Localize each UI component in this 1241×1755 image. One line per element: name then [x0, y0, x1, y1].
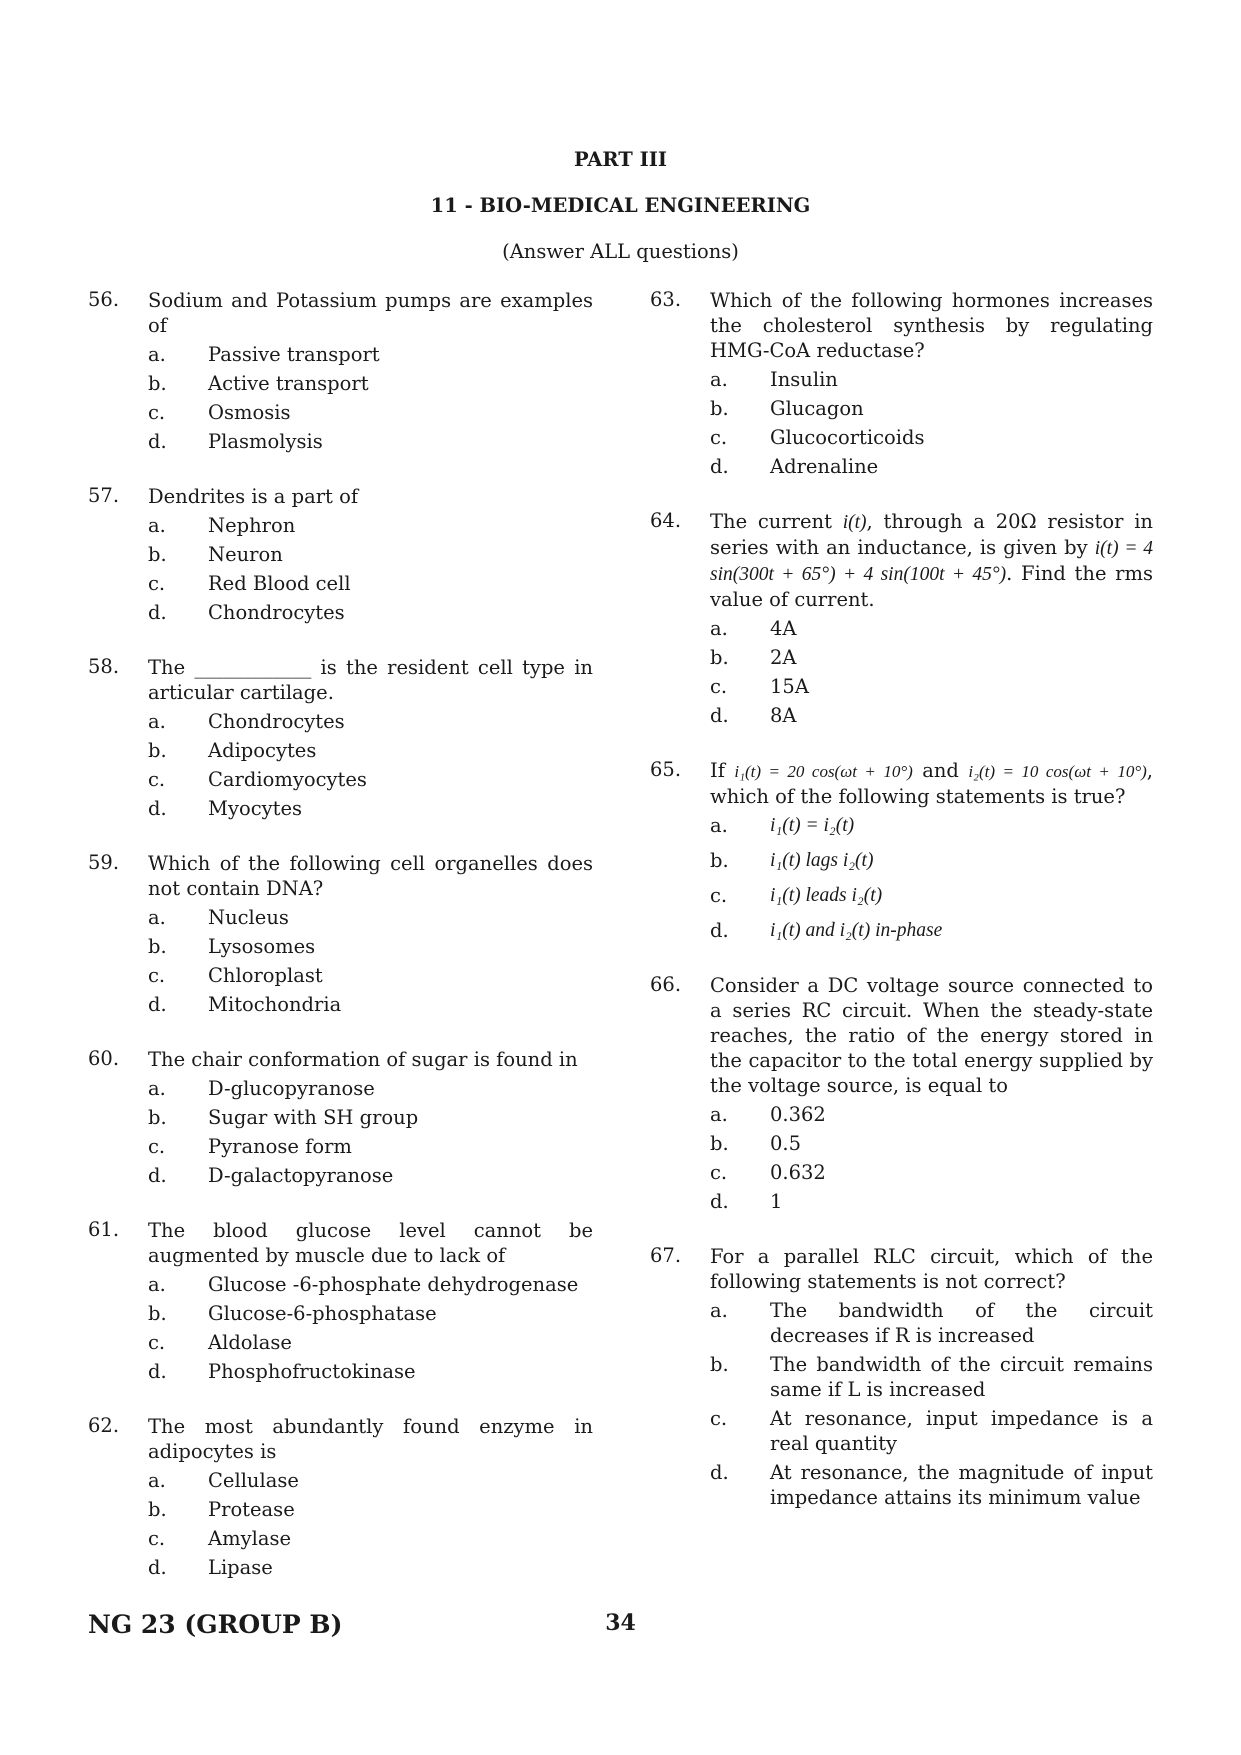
option-letter: c. [710, 1407, 728, 1430]
option-letter: a. [148, 710, 166, 733]
question-number: 67. [650, 1244, 682, 1267]
question-number: 62. [88, 1414, 120, 1437]
option-d[interactable] [710, 1460, 1153, 1510]
question-number: 60. [88, 1047, 120, 1070]
option-text: Aldolase [208, 1331, 292, 1354]
option-text: Myocytes [208, 797, 303, 820]
question-64 [650, 509, 1153, 728]
option-letter: b. [710, 849, 729, 872]
option-d[interactable] [148, 600, 593, 625]
option-d[interactable] [710, 454, 1153, 479]
option-text: Neuron [208, 543, 283, 566]
option-d[interactable] [710, 703, 1153, 728]
option-a[interactable] [148, 709, 593, 734]
question-number: 64. [650, 509, 682, 532]
option-c[interactable] [148, 1330, 593, 1355]
option-b[interactable] [710, 848, 1153, 873]
question-text: Sodium and Potassium pumps are examples of [148, 289, 593, 337]
option-c[interactable] [710, 1406, 1153, 1456]
option-letter: a. [148, 343, 166, 366]
option-text: Chondrocytes [208, 601, 345, 624]
option-a[interactable] [710, 616, 1153, 641]
option-text: Phosphofructokinase [208, 1360, 416, 1383]
option-d[interactable] [148, 429, 593, 454]
option-text: The bandwidth of the circuit decreases if R is increased [770, 1299, 1153, 1347]
instruction-text: (Answer ALL questions) [502, 240, 739, 263]
option-text: Mitochondria [208, 993, 342, 1016]
option-text: Red Blood cell [208, 572, 351, 595]
question-number: 59. [88, 851, 120, 874]
question-number: 56. [88, 288, 120, 311]
option-text: i₁(t) leads i₂(t) [770, 885, 883, 906]
option-c[interactable] [710, 883, 1153, 908]
option-letter: c. [148, 401, 166, 424]
option-text: Protease [208, 1498, 295, 1521]
question-62 [88, 1414, 593, 1580]
option-letter: b. [148, 935, 167, 958]
option-text: 8A [770, 704, 797, 727]
option-b[interactable] [148, 542, 593, 567]
exam-code: NG 23 (GROUP B) [88, 1610, 343, 1639]
option-d[interactable] [148, 1163, 593, 1188]
option-text: Glucagon [770, 397, 864, 420]
option-letter: a. [148, 1077, 166, 1100]
option-b[interactable] [148, 1301, 593, 1326]
option-c[interactable] [710, 674, 1153, 699]
option-d[interactable] [148, 1359, 593, 1384]
option-letter: d. [148, 797, 167, 820]
option-text: 15A [770, 675, 809, 698]
option-letter: c. [148, 768, 166, 791]
page-number: 34 [605, 1610, 636, 1636]
question-text: The blood glucose level cannot be augmented by muscle due to lack of [148, 1219, 593, 1267]
option-d[interactable] [148, 992, 593, 1017]
option-a[interactable] [710, 367, 1153, 392]
question-text: Which of the following hormones increases the cholesterol synthesis by regulating HMG-CoA reductase? [710, 289, 1153, 362]
option-letter: c. [148, 964, 166, 987]
option-text: At resonance, input impedance is a real quantity [770, 1407, 1153, 1455]
option-text: Sugar with SH group [208, 1106, 419, 1129]
option-letter: b. [710, 1353, 729, 1376]
option-letter: c. [710, 1161, 728, 1184]
subject-heading: 11 - BIO-MEDICAL ENGINEERING [430, 194, 811, 217]
option-text: Adrenaline [770, 455, 879, 478]
option-letter: b. [710, 646, 729, 669]
option-letter: c. [148, 1331, 166, 1354]
option-letter: d. [710, 919, 729, 942]
option-c[interactable] [710, 425, 1153, 450]
option-a[interactable] [148, 1076, 593, 1101]
option-letter: c. [148, 572, 166, 595]
question-text: Consider a DC voltage source connected to a series RC circuit. When the steady-state reaches, the ratio of the energy stored in the capacitor to the total energy supplied by the voltage source, is equal to [710, 974, 1153, 1097]
text-part: If [710, 759, 725, 782]
option-c[interactable] [148, 767, 593, 792]
option-letter: c. [148, 1135, 166, 1158]
question-number: 58. [88, 655, 120, 678]
option-text: At resonance, the magnitude of input impedance attains its minimum value [770, 1461, 1153, 1509]
option-a[interactable] [710, 1102, 1153, 1127]
option-text: Lipase [208, 1556, 273, 1579]
option-text: Glucose-6-phosphatase [208, 1302, 437, 1325]
option-letter: d. [148, 1556, 167, 1579]
option-letter: b. [148, 1498, 167, 1521]
option-c[interactable] [710, 1160, 1153, 1185]
option-c[interactable] [148, 400, 593, 425]
options-64 [710, 616, 1153, 728]
option-letter: b. [710, 397, 729, 420]
option-letter: b. [148, 739, 167, 762]
option-text: Passive transport [208, 343, 380, 366]
question-56 [88, 288, 593, 454]
option-a[interactable] [710, 1298, 1153, 1348]
options-list [148, 709, 593, 821]
option-text: Pyranose form [208, 1135, 352, 1158]
options-66 [710, 1102, 1153, 1214]
option-letter: d. [710, 455, 729, 478]
option-letter: d. [148, 1360, 167, 1383]
option-text: Osmosis [208, 401, 291, 424]
current-equation: i(t) = 4 sin(300t + 65°) + 4 sin(100t + 45°) [710, 538, 1154, 585]
options-list [148, 1272, 593, 1384]
option-d[interactable] [148, 796, 593, 821]
question-61 [88, 1218, 593, 1384]
question-text: Which of the following cell organelles does not contain DNA? [148, 852, 593, 900]
question-text: The ____________ is the resident cell type in articular cartilage. [148, 656, 593, 704]
option-b[interactable] [148, 1497, 593, 1522]
option-letter: d. [710, 704, 729, 727]
option-b[interactable] [710, 1352, 1153, 1402]
option-letter: d. [148, 993, 167, 1016]
option-b[interactable] [148, 1105, 593, 1130]
option-text: Glucocorticoids [770, 426, 925, 449]
question-60 [88, 1047, 593, 1188]
question-text [710, 509, 1153, 612]
text-part: , which of the following statements is true? [710, 759, 1153, 808]
option-d[interactable] [148, 1555, 593, 1580]
option-a[interactable] [710, 813, 1153, 838]
option-text: 4A [770, 617, 797, 640]
option-letter: b. [148, 372, 167, 395]
option-d[interactable] [710, 918, 1153, 943]
text-part: and [922, 759, 959, 782]
question-text: The most abundantly found enzyme in adipocytes is [148, 1415, 593, 1463]
part-heading: PART III [574, 148, 667, 171]
option-b[interactable] [710, 396, 1153, 421]
option-letter: a. [710, 617, 728, 640]
option-text: 0.5 [770, 1132, 802, 1155]
option-a[interactable] [148, 905, 593, 930]
question-number: 57. [88, 484, 120, 507]
option-letter: a. [710, 1103, 728, 1126]
option-b[interactable] [148, 934, 593, 959]
text-part: The current [710, 510, 832, 533]
question-57 [88, 484, 593, 625]
question-text: Dendrites is a part of [148, 485, 359, 508]
option-letter: a. [148, 906, 166, 929]
option-letter: a. [148, 514, 166, 537]
question-65 [650, 758, 1153, 943]
option-text: Cardiomyocytes [208, 768, 367, 791]
option-b[interactable] [148, 371, 593, 396]
option-text: 1 [770, 1190, 783, 1213]
option-text: Amylase [208, 1527, 291, 1550]
question-text [710, 758, 1153, 809]
question-number: 66. [650, 973, 682, 996]
question-59 [88, 851, 593, 1017]
option-c[interactable] [148, 1134, 593, 1159]
option-text: D-galactopyranose [208, 1164, 394, 1187]
option-text: 2A [770, 646, 797, 669]
option-letter: a. [710, 368, 728, 391]
option-text: Nucleus [208, 906, 289, 929]
option-text: Chondrocytes [208, 710, 345, 733]
option-c[interactable] [148, 1526, 593, 1551]
option-text: Lysosomes [208, 935, 316, 958]
question-67 [650, 1244, 1153, 1510]
options-list [148, 342, 593, 454]
right-column [650, 288, 1153, 1540]
question-number: 61. [88, 1218, 120, 1241]
question-63 [650, 288, 1153, 479]
option-letter: a. [148, 1273, 166, 1296]
option-text: i₁(t) and i₂(t) in-phase [770, 920, 943, 941]
option-c[interactable] [148, 571, 593, 596]
option-letter: d. [148, 601, 167, 624]
text-part: , through a 20Ω resistor in series with an inductance, is given by [710, 510, 1153, 559]
equation-i2: i₂(t) = 10 cos(ωt + 10°) [968, 762, 1147, 781]
question-number: 65. [650, 758, 682, 781]
equation-i1: i₁(t) = 20 cos(ωt + 10°) [734, 762, 913, 781]
options-65 [710, 813, 1153, 943]
option-text: i₁(t) lags i₂(t) [770, 850, 874, 871]
option-letter: b. [148, 1302, 167, 1325]
question-text: The chair conformation of sugar is found in [148, 1048, 578, 1071]
option-b[interactable] [710, 645, 1153, 670]
question-66 [650, 973, 1153, 1214]
option-letter: a. [710, 1299, 728, 1322]
option-text: 0.362 [770, 1103, 826, 1126]
option-text: Active transport [208, 372, 369, 395]
option-letter: d. [710, 1461, 729, 1484]
text-part: . Find the rms value of current. [710, 562, 1153, 611]
options-list [148, 513, 593, 625]
options-list [148, 1076, 593, 1188]
option-b[interactable] [148, 738, 593, 763]
question-58 [88, 655, 593, 821]
option-text: Cellulase [208, 1469, 299, 1492]
option-text: 0.632 [770, 1161, 826, 1184]
option-d[interactable] [710, 1189, 1153, 1214]
option-a[interactable] [148, 342, 593, 367]
option-a[interactable] [148, 513, 593, 538]
option-letter: c. [710, 884, 728, 907]
options-67 [710, 1298, 1153, 1510]
option-a[interactable] [148, 1468, 593, 1493]
left-column [88, 288, 593, 1610]
question-text: For a parallel RLC circuit, which of the following statements is not correct? [710, 1245, 1153, 1293]
option-letter: b. [148, 543, 167, 566]
options-list [148, 1468, 593, 1580]
option-letter: a. [710, 814, 728, 837]
option-letter: c. [710, 675, 728, 698]
option-text: Chloroplast [208, 964, 323, 987]
option-text: i₁(t) = i₂(t) [770, 815, 855, 836]
question-number: 63. [650, 288, 682, 311]
option-text: Glucose -6-phosphate dehydrogenase [208, 1273, 579, 1296]
option-text: Nephron [208, 514, 296, 537]
option-letter: c. [710, 426, 728, 449]
option-text: D-glucopyranose [208, 1077, 375, 1100]
option-text: Adipocytes [208, 739, 317, 762]
option-letter: d. [148, 430, 167, 453]
option-letter: c. [148, 1527, 166, 1550]
option-letter: b. [710, 1132, 729, 1155]
current-variable: i(t) [842, 512, 867, 533]
option-b[interactable] [710, 1131, 1153, 1156]
option-text: The bandwidth of the circuit remains same if L is increased [770, 1353, 1153, 1401]
option-letter: d. [710, 1190, 729, 1213]
option-letter: a. [148, 1469, 166, 1492]
option-text: Plasmolysis [208, 430, 323, 453]
options-63 [710, 367, 1153, 479]
option-c[interactable] [148, 963, 593, 988]
options-list [148, 905, 593, 1017]
option-letter: b. [148, 1106, 167, 1129]
option-a[interactable] [148, 1272, 593, 1297]
option-text: Insulin [770, 368, 838, 391]
option-letter: d. [148, 1164, 167, 1187]
